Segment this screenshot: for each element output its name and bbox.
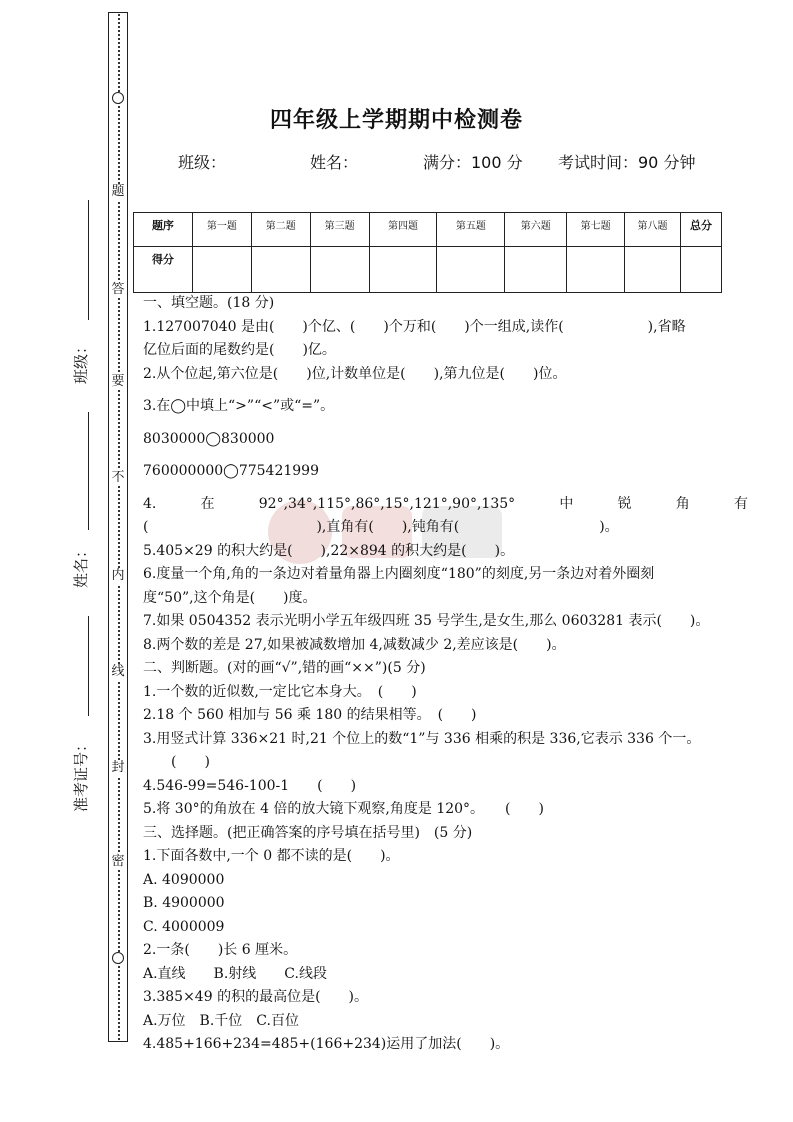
score-header-cell: 第六题 xyxy=(505,213,567,247)
class-label: 班级： xyxy=(178,153,227,172)
score-cell xyxy=(369,247,437,293)
section3-heading: 三、选择题。(把正确答案的序号填在括号里) (5 分) xyxy=(143,824,473,841)
seal-char-7: 封 xyxy=(111,760,125,775)
seal-char-4: 不 xyxy=(111,470,125,485)
s3-q1-option-b: B. 4900000 xyxy=(143,895,225,911)
s1-q4-word: 角 xyxy=(675,495,690,512)
s1-q1-line1: 1.127007040 是由( )个亿、( )个万和( )个一组成,读作( ),省略 xyxy=(143,318,686,335)
score-cell xyxy=(192,247,251,293)
score-cell xyxy=(625,247,681,293)
seal-char-6: 线 xyxy=(111,664,125,679)
score-header-cell: 题序 xyxy=(134,213,193,247)
seal-char-1: 题 xyxy=(111,184,125,199)
seal-char-8: 密 xyxy=(111,854,125,869)
binding-circle-bottom xyxy=(112,952,124,964)
s1-q2: 2.从个位起,第六位是( )位,计数单位是( ),第九位是( )位。 xyxy=(143,365,567,382)
score-header-cell: 总分 xyxy=(680,213,721,247)
s1-q3-item-b: 760000000◯775421999 xyxy=(143,463,319,479)
s1-q3: 3.在◯中填上“>”“<”或“=”。 xyxy=(143,398,335,414)
page-title: 四年级上学期期中检测卷 xyxy=(269,108,523,133)
s1-q4-number: 4. xyxy=(143,495,157,512)
exam-time-label: 考试时间：90 分钟 xyxy=(558,153,696,172)
s3-q3: 3.385×49 的积的最高位是( )。 xyxy=(143,989,368,1005)
s1-q6-line2: 度“50”,这个角是( )度。 xyxy=(143,589,317,606)
score-table-header-row xyxy=(134,213,722,247)
score-header-cell: 第四题 xyxy=(369,213,437,247)
score-row-label: 得分 xyxy=(134,247,193,293)
s1-q7: 7.如果 0504352 表示光明小学五年级四班 35 号学生,是女生,那么 0603281 表示( )。 xyxy=(143,613,710,629)
name-label: 姓名： xyxy=(310,153,359,172)
section2-heading: 二、判断题。(对的画“√”,错的画“××”)(5 分) xyxy=(143,660,426,676)
score-cell xyxy=(567,247,625,293)
score-cell xyxy=(680,247,721,293)
s1-q3-item-a: 8030000◯830000 xyxy=(143,430,275,447)
s1-q5: 5.405×29 的积大约是( ),22×894 的积大约是( )。 xyxy=(143,542,515,559)
s3-q1-option-a: A. 4090000 xyxy=(143,871,225,888)
s1-q8: 8.两个数的差是 27,如果被减数增加 4,减数减少 2,差应该是( )。 xyxy=(143,636,566,653)
score-header-cell: 第二题 xyxy=(251,213,310,247)
score-table xyxy=(133,212,722,293)
score-header-cell: 第五题 xyxy=(437,213,505,247)
score-cell xyxy=(437,247,505,293)
s3-q1: 1.下面各数中,一个 0 都不读的是( )。 xyxy=(143,848,400,864)
side-label-class: 班级： xyxy=(72,338,90,384)
s2-q3-line2: ( ) xyxy=(171,754,210,770)
score-header-cell: 第三题 xyxy=(310,213,369,247)
s1-q4-line2: ( ),直角有( ),钝角有( )。 xyxy=(143,519,619,535)
s3-q3-options: A.万位 B.千位 C.百位 xyxy=(143,1012,299,1029)
s2-q5: 5.将 30°的角放在 4 倍的放大镜下观察,角度是 120°。 ( ) xyxy=(143,801,544,817)
score-header-cell: 第八题 xyxy=(625,213,681,247)
s1-q4-word: 在 xyxy=(200,495,215,512)
s3-q2-options: A.直线 B.射线 C.线段 xyxy=(143,965,327,982)
s2-q1: 1.一个数的近似数,一定比它本身大。 ( ) xyxy=(143,683,417,700)
side-label-ticket: 准考证号： xyxy=(72,736,90,812)
s1-q4-word: 中 xyxy=(559,495,574,512)
s1-q4-line1 xyxy=(143,493,748,517)
s3-q4: 4.485+166+234=485+(166+234)运用了加法( )。 xyxy=(143,1036,510,1052)
section1-heading: 一、填空题。(18 分) xyxy=(143,295,275,311)
ticket-write-line xyxy=(88,616,89,716)
score-header-cell: 第七题 xyxy=(567,213,625,247)
s2-q4: 4.546-99=546-100-1 ( ) xyxy=(143,777,357,794)
class-write-line xyxy=(88,200,89,320)
score-header-cell: 第一题 xyxy=(192,213,251,247)
score-cell xyxy=(310,247,369,293)
side-label-name: 姓名： xyxy=(72,542,90,588)
s2-q2: 2.18 个 560 相加与 56 乘 180 的结果相等。 ( ) xyxy=(143,707,477,723)
s1-q4-word: 锐 xyxy=(617,495,632,512)
s3-q2: 2.一条( )长 6 厘米。 xyxy=(143,942,298,958)
s3-q1-option-c: C. 4000009 xyxy=(143,918,225,935)
s1-q6-line1: 6.度量一个角,角的一条边对着量角器上内圈刻度“180”的刻度,另一条边对着外圈刻 xyxy=(143,566,655,582)
s1-q4-angles: 92°,34°,115°,86°,15°,121°,90°,135° xyxy=(258,495,516,512)
seal-char-3: 要 xyxy=(111,374,125,389)
score-table-score-row xyxy=(134,247,722,293)
exam-content xyxy=(143,292,748,1057)
seal-char-2: 答 xyxy=(111,282,125,297)
s2-q3-line1: 3.用竖式计算 336×21 时,21 个位上的数“1”与 336 相乘的积是 336,它表示 336 个一。 xyxy=(143,730,701,747)
full-score-label: 满分：100 分 xyxy=(423,153,523,172)
s1-q1-line2: 亿位后面的尾数约是( )亿。 xyxy=(143,342,336,358)
binding-dotted-line xyxy=(118,14,120,1040)
name-write-line xyxy=(88,412,89,530)
seal-char-5: 内 xyxy=(111,568,125,583)
score-cell xyxy=(251,247,310,293)
s1-q4-word: 有 xyxy=(733,495,748,512)
score-cell xyxy=(505,247,567,293)
